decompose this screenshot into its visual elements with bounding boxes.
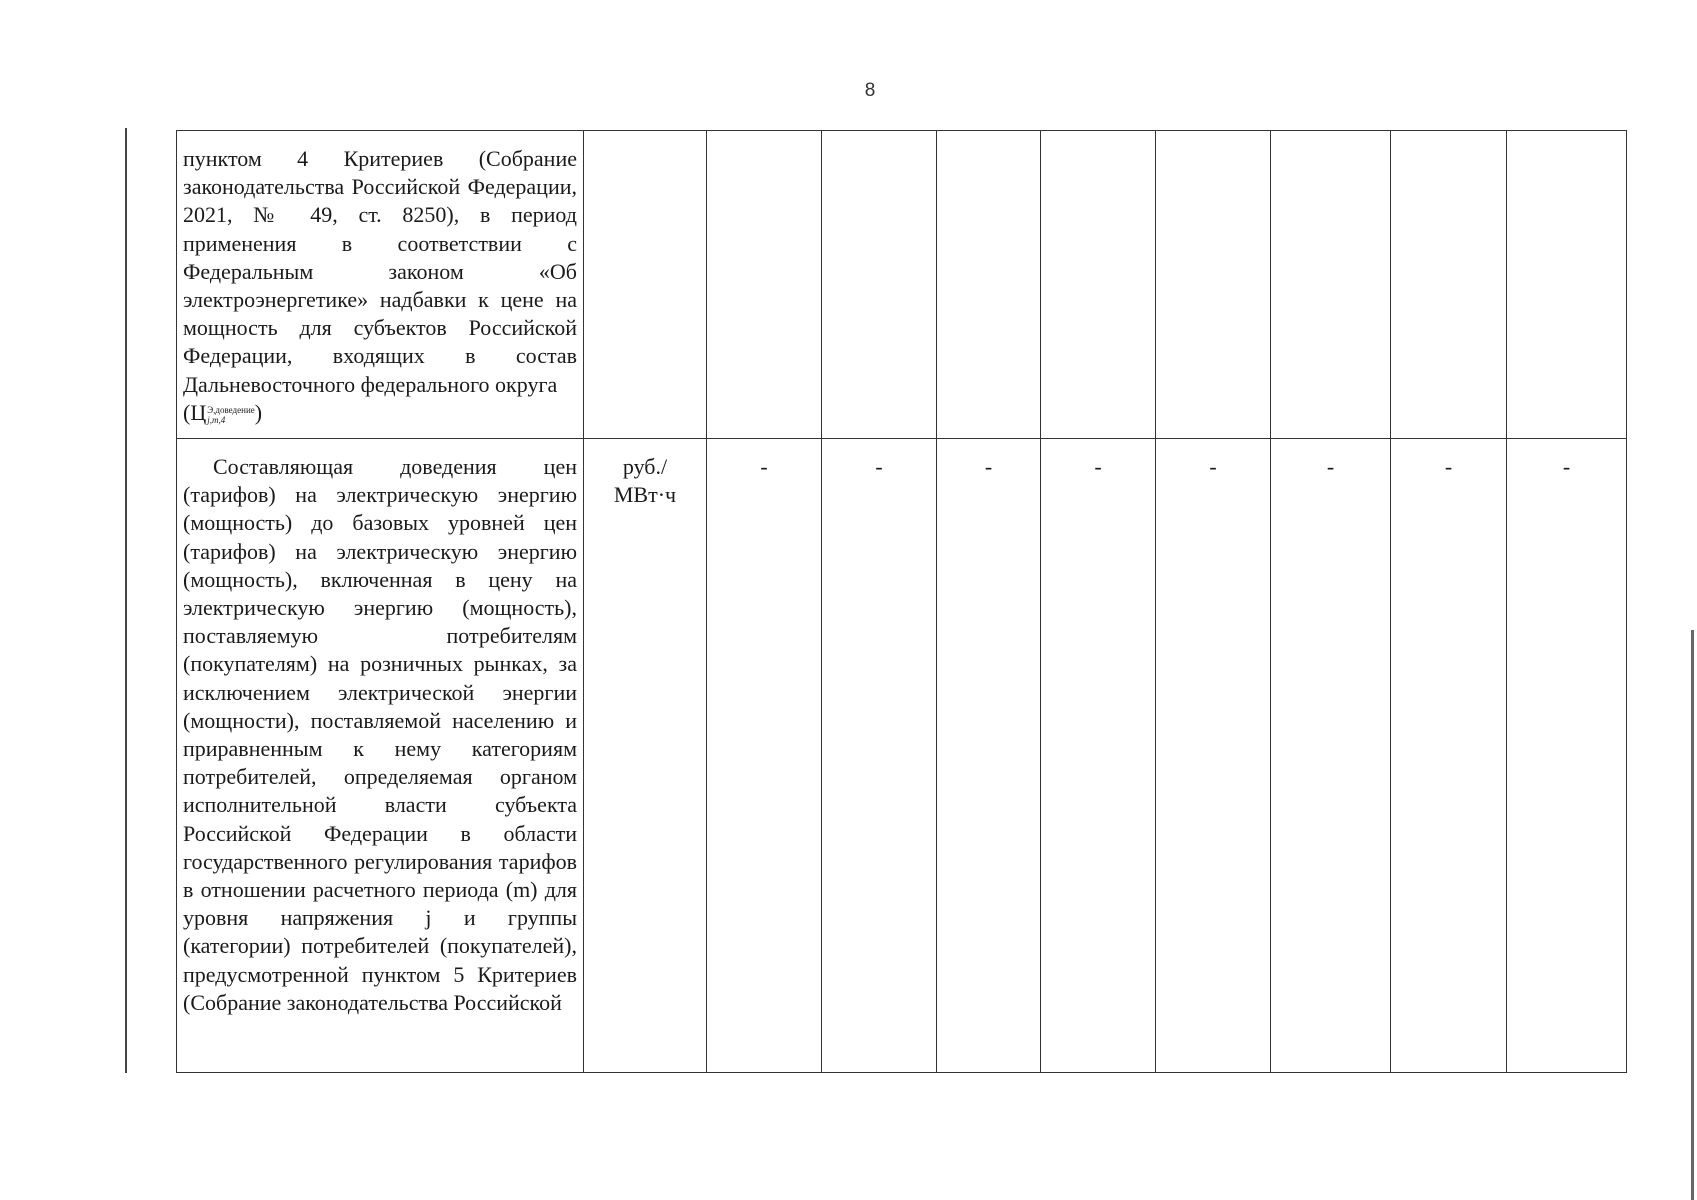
table-row — [177, 131, 1627, 439]
row1-formula — [183, 400, 262, 425]
row2-value-cell: - — [1507, 439, 1627, 1073]
formula-subscript: j,m,4 — [207, 414, 226, 425]
row1-value-cell — [1156, 131, 1271, 439]
row2-value-cell: - — [822, 439, 937, 1073]
row2-value-cell: - — [1271, 439, 1391, 1073]
formula-base: (Ц — [183, 399, 207, 425]
row1-value-cell — [707, 131, 822, 439]
row2-value-cell: - — [937, 439, 1041, 1073]
unit-line-1: руб./ — [622, 454, 668, 479]
formula-superscript: Э,доведение — [207, 404, 255, 415]
unit-line-2: МВт·ч — [613, 482, 677, 508]
row1-value-cell — [822, 131, 937, 439]
row2-description-cell — [177, 439, 584, 1073]
row1-value-cell — [1391, 131, 1507, 439]
row2-value-cell: - — [1156, 439, 1271, 1073]
row2-value-cell: - — [1391, 439, 1507, 1073]
row2-description: Составляющая доведения цен (тарифов) на электрическую энергию (мощность) до базовых уровней цен (тарифов) на электрическую энергию (мощность), включенная в цену на электрическую энергию (мощность), поставляемую потребителям (покупателям) на розничных рынках, за исключением электрической энергии (мощности), поставляемой населению и приравненным к нему категориям потребителей, определяемая органом исполнительной власти субъекта Российской Федерации в области государственного регулирования тарифов в отношении расчетного периода (m) для уровня напряжения j и группы (категории) потребителей (покупателей), предусмотренной пунктом 5 Критериев (Собрание законодательства Российской — [183, 454, 577, 1015]
page-number: 8 — [864, 80, 876, 101]
tariff-table — [176, 130, 1627, 1073]
row1-description: пунктом 4 Критериев (Собрание законодательства Российской Федерации, 2021, № 49, ст. 8250), в период применения в соответствии с Федеральным законом «Об электроэнергетике» надбавки к цене на мощность для субъектов Российской Федерации, входящих в состав Дальневосточного федерального округа — [183, 146, 577, 397]
row1-value-cell — [1271, 131, 1391, 439]
scan-edge — [1691, 630, 1694, 1200]
row1-description-cell — [177, 131, 584, 439]
margin-line — [125, 128, 127, 1073]
row1-value-cell — [1041, 131, 1156, 439]
table-row — [177, 439, 1627, 1073]
formula-close: ) — [254, 399, 263, 425]
row1-unit-cell — [584, 131, 707, 439]
row2-value-cell: - — [707, 439, 822, 1073]
row2-unit-cell — [584, 439, 707, 1073]
formula-indices — [207, 405, 255, 425]
row2-value-cell: - — [1041, 439, 1156, 1073]
row1-value-cell — [1507, 131, 1627, 439]
row1-value-cell — [937, 131, 1041, 439]
